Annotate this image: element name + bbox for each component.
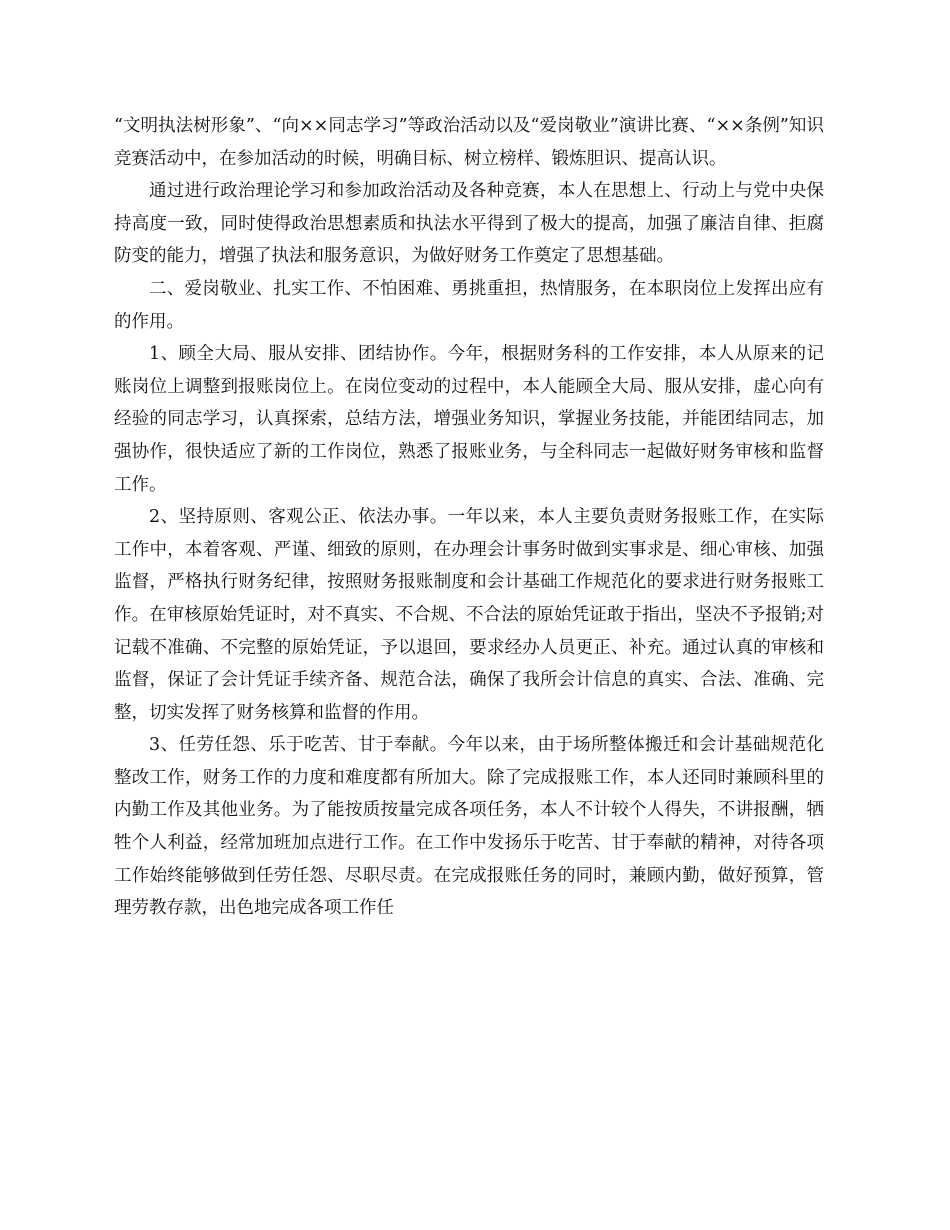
paragraph-item-3: 3、任劳任怨、乐于吃苦、甘于奉献。今年以来，由于场所整体搬迁和会计基础规范化整改工作，财务工作的力度和难度都有所加大。除了完成报账工作，本人还同时兼顾科里的内勤工作及其他业务。为了能按质按量完成各项任务，本人不计较个人得失，不讲报酬，牺牲个人利益，经常加班加点进行工作。在工作中发扬乐于吃苦、甘于奉献的精神，对待各项工作始终能够做到任劳任怨、尽职尽责。在完成报账任务的同时，兼顾内勤，做好预算，管理劳教存款，出色地完成各项工作任 bbox=[114, 735, 824, 919]
document-body bbox=[114, 110, 824, 925]
paragraph-continuation: “文明执法树形象”、“向××同志学习”等政治活动以及“爱岗敬业”演讲比赛、“××条例”知识竞赛活动中，在参加活动的时候，明确目标、树立榜样、锻炼胆识、提高认识。 bbox=[114, 116, 824, 169]
paragraph-item-1: 1、顾全大局、服从安排、团结协作。今年，根据财务科的工作安排，本人从原来的记账岗位上调整到报账岗位上。在岗位变动的过程中，本人能顾全大局、服从安排，虚心向有经验的同志学习，认真探索，总结方法，增强业务知识，掌握业务技能，并能团结同志，加强协作，很快适应了新的工作岗位，熟悉了报账业务，与全科同志一起做好财务审核和监督工作。 bbox=[114, 344, 824, 495]
section-heading-two: 二、爱岗敬业、扎实工作、不怕困难、勇挑重担，热情服务，在本职岗位上发挥出应有的作用。 bbox=[114, 278, 824, 332]
paragraph-item-2: 2、坚持原则、客观公正、依法办事。一年以来，本人主要负责财务报账工作，在实际工作中，本着客观、严谨、细致的原则，在办理会计事务时做到实事求是、细心审核、加强监督，严格执行财务纪律，按照财务报账制度和会计基础工作规范化的要求进行财务报账工作。在审核原始凭证时，对不真实、不合规、不合法的原始凭证敢于指出，坚决不予报销;对记载不准确、不完整的原始凭证，予以退回，要求经办人员更正、补充。通过认真的审核和监督，保证了会计凭证手续齐备、规范合法，确保了我所会计信息的真实、合法、准确、完整，切实发挥了财务核算和监督的作用。 bbox=[114, 507, 824, 723]
paragraph-political-study: 通过进行政治理论学习和参加政治活动及各种竞赛，本人在思想上、行动上与党中央保持高度一致，同时使得政治思想素质和执法水平得到了极大的提高，加强了廉洁自律、拒腐防变的能力，增强了执法和服务意识，为做好财务工作奠定了思想基础。 bbox=[114, 181, 824, 267]
